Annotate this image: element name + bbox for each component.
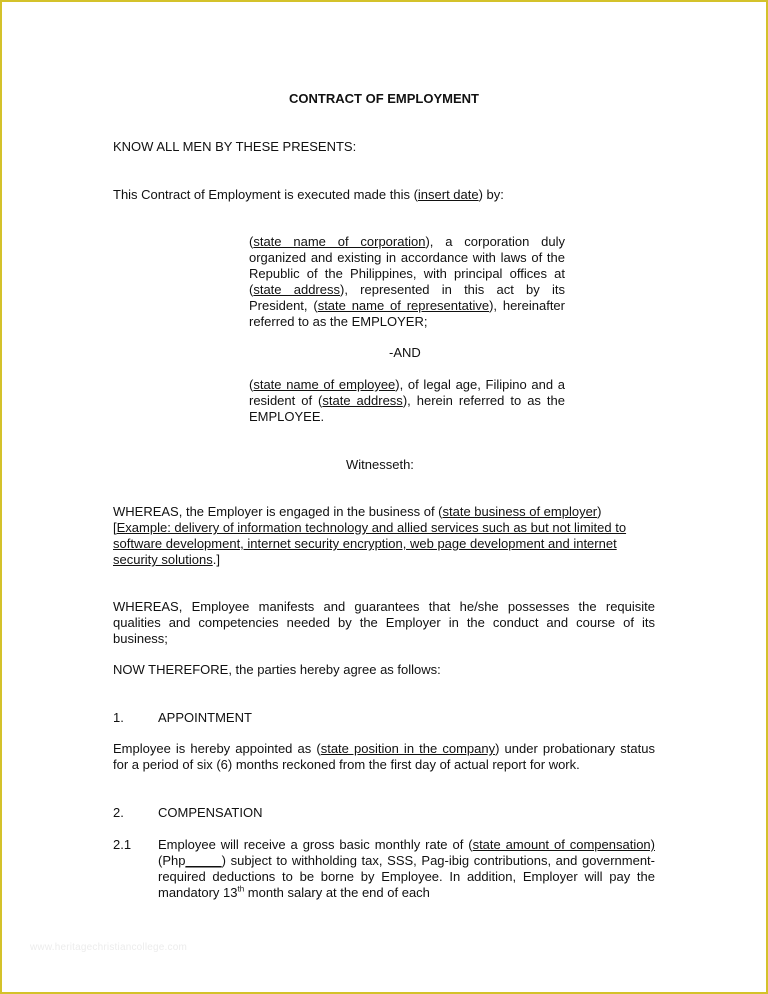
executed-post: ) by: — [478, 187, 504, 202]
whereas-business — [113, 504, 658, 568]
clause-2-1-number: 2.1 — [113, 837, 132, 852]
section-2-heading: COMPENSATION — [158, 805, 263, 820]
employer-address-blank: state address — [253, 282, 340, 297]
employer-text-1: ), a corporation duly organized and existing in accordance with laws of the Republic of the Philippines, with principal offices at ( — [249, 234, 565, 297]
employer-text-2: ), represented in this act by its President, ( — [249, 282, 566, 313]
clause-text-2: month salary at the end of each — [244, 885, 430, 900]
example-close: .] — [212, 552, 220, 567]
business-blank: state business of employer — [442, 504, 598, 519]
executed-line — [113, 187, 504, 203]
witnesseth-label: Witnesseth: — [346, 457, 414, 472]
php-blank: _____ — [185, 853, 222, 868]
business-example — [113, 520, 649, 568]
section-2-number: 2. — [113, 805, 124, 820]
whereas-business-post: ) — [597, 504, 602, 519]
compensation-amount-blank: state amount of compensation) — [472, 837, 655, 852]
appointment-paragraph — [113, 741, 655, 773]
watermark: www.heritagechristiancollege.com — [30, 942, 188, 953]
executed-pre: This Contract of Employment is executed made this ( — [113, 187, 418, 202]
position-blank: state position in the company — [320, 741, 496, 756]
whereas-business-pre: WHEREAS, the Employer is engaged in the business of ( — [113, 504, 443, 519]
section-1-number: 1. — [113, 710, 124, 725]
php-label: (Php — [158, 853, 186, 868]
section-1-heading: APPOINTMENT — [158, 710, 252, 725]
clause-2-1-text — [158, 837, 655, 901]
example-open: [ — [113, 520, 117, 535]
appointment-pre: Employee is hereby appointed as ( — [113, 741, 321, 756]
document-title: CONTRACT OF EMPLOYMENT — [289, 91, 479, 106]
employer-text-3: ), hereinafter referred to as the EMPLOYER; — [249, 298, 565, 329]
appointment-post: ) under probationary status for a period of six (6) months reckoned from the first day of actual report for work. — [113, 741, 655, 772]
employee-text-1: ), of legal age, Filipino and a resident of ( — [249, 377, 566, 408]
ordinal-suffix: th — [237, 884, 245, 894]
employer-block — [249, 234, 565, 330]
clause-pre: Employee will receive a gross basic monthly rate of ( — [158, 837, 473, 852]
corporation-name-blank: state name of corporation — [253, 234, 426, 249]
opening-line: KNOW ALL MEN BY THESE PRESENTS: — [113, 139, 357, 154]
now-therefore-line: NOW THEREFORE, the parties hereby agree as follows: — [113, 662, 441, 677]
employer-open: ( — [249, 234, 254, 249]
employee-name-blank: state name of employee — [253, 377, 396, 392]
whereas-qualifications: WHEREAS, Employee manifests and guarantees that he/she possesses the requisite qualities and competencies needed by the Employer in the conduct and course of its business; — [113, 599, 655, 646]
insert-date-blank: insert date — [417, 187, 479, 202]
employee-text-2: ), herein referred to as the EMPLOYEE. — [249, 393, 565, 424]
employee-block — [249, 377, 565, 425]
and-label: -AND — [389, 345, 421, 360]
whereas-business-line — [113, 504, 658, 520]
representative-name-blank: state name of representative — [317, 298, 490, 313]
employee-address-blank: state address — [322, 393, 403, 408]
clause-text-1: ) subject to withholding tax, SSS, Pag-ibig contributions, and government-required deductions to be borne by Employee. In addition, Employer will pay the mandatory 13 — [158, 853, 655, 900]
business-example-text: Example: delivery of information technology and allied services such as but not limited to software development, internet security encryption, web page development and internet security solutions — [113, 520, 627, 567]
employee-open: ( — [249, 377, 254, 392]
